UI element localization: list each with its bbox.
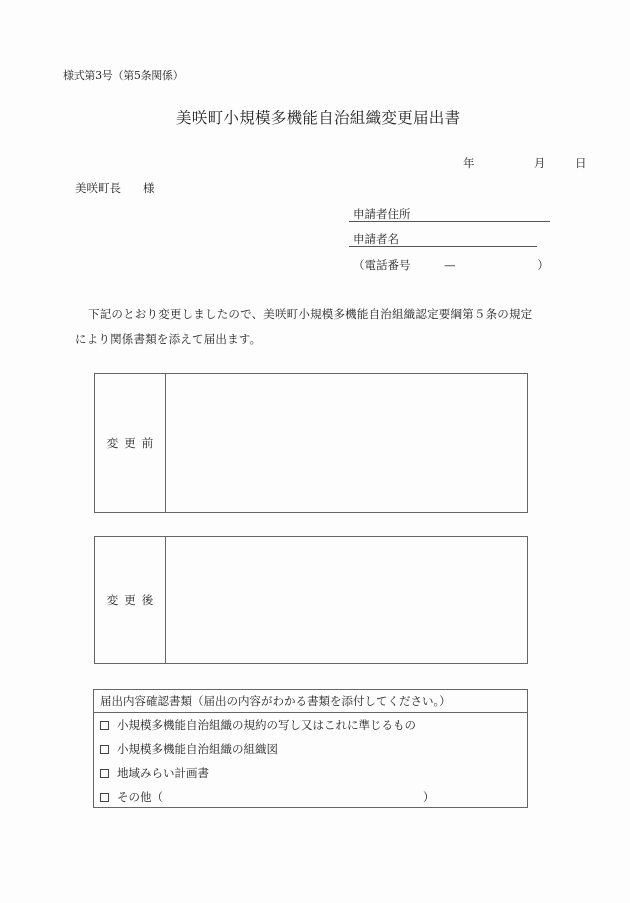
checkbox-icon[interactable] — [100, 721, 109, 730]
document-item[interactable] — [94, 737, 527, 761]
documents-table — [93, 689, 528, 808]
document-item-label: 小規模多機能自治組織の組織図 — [117, 742, 278, 756]
date-month: 月 — [533, 156, 546, 170]
date-day: 日 — [574, 156, 587, 170]
phone-line — [353, 257, 549, 273]
applicant-address-field[interactable] — [349, 221, 550, 222]
before-change-box — [94, 373, 528, 513]
checkbox-icon[interactable] — [100, 769, 109, 778]
phone-close: ） — [537, 258, 549, 272]
after-change-content[interactable] — [166, 537, 527, 663]
document-item[interactable] — [94, 761, 527, 785]
applicant-name-label: 申請者名 — [353, 232, 399, 246]
before-change-label: 変更前 — [95, 374, 166, 512]
document-item[interactable] — [94, 713, 527, 737]
body-line-2: により関係書類を添えて届出ます。 — [75, 332, 262, 346]
after-change-box — [94, 536, 528, 664]
other-close-paren: ） — [423, 790, 435, 804]
addressee-honorific: 様 — [143, 181, 155, 195]
checkbox-icon[interactable] — [100, 793, 109, 802]
phone-dash: — — [444, 258, 456, 272]
checkbox-icon[interactable] — [100, 745, 109, 754]
date-line — [463, 155, 586, 171]
date-year: 年 — [463, 156, 475, 170]
documents-header: 届出内容確認書類（届出の内容がわかる書類を添付してください。） — [94, 690, 527, 713]
before-change-content[interactable] — [166, 374, 527, 512]
phone-label: （電話番号 — [353, 258, 411, 272]
document-title: 美咲町小規模多機能自治組織変更届出書 — [176, 109, 461, 127]
document-item-label: その他（ — [117, 790, 163, 804]
applicant-address-label: 申請者住所 — [353, 207, 411, 221]
addressee-name: 美咲町長 — [75, 181, 121, 195]
document-item-label: 小規模多機能自治組織の規約の写し又はこれに準じるもの — [117, 718, 416, 732]
form-number: 様式第3号（第5条関係） — [63, 69, 184, 82]
document-item-label: 地域みらい計画書 — [117, 766, 209, 780]
body-line-1: 下記のとおり変更しましたので、美咲町小規模多機能自治組織認定要綱第５条の規定 — [88, 307, 533, 321]
applicant-name-field[interactable] — [349, 246, 537, 247]
document-item[interactable] — [94, 785, 527, 809]
after-change-label: 変更後 — [95, 537, 166, 663]
addressee — [75, 180, 155, 196]
